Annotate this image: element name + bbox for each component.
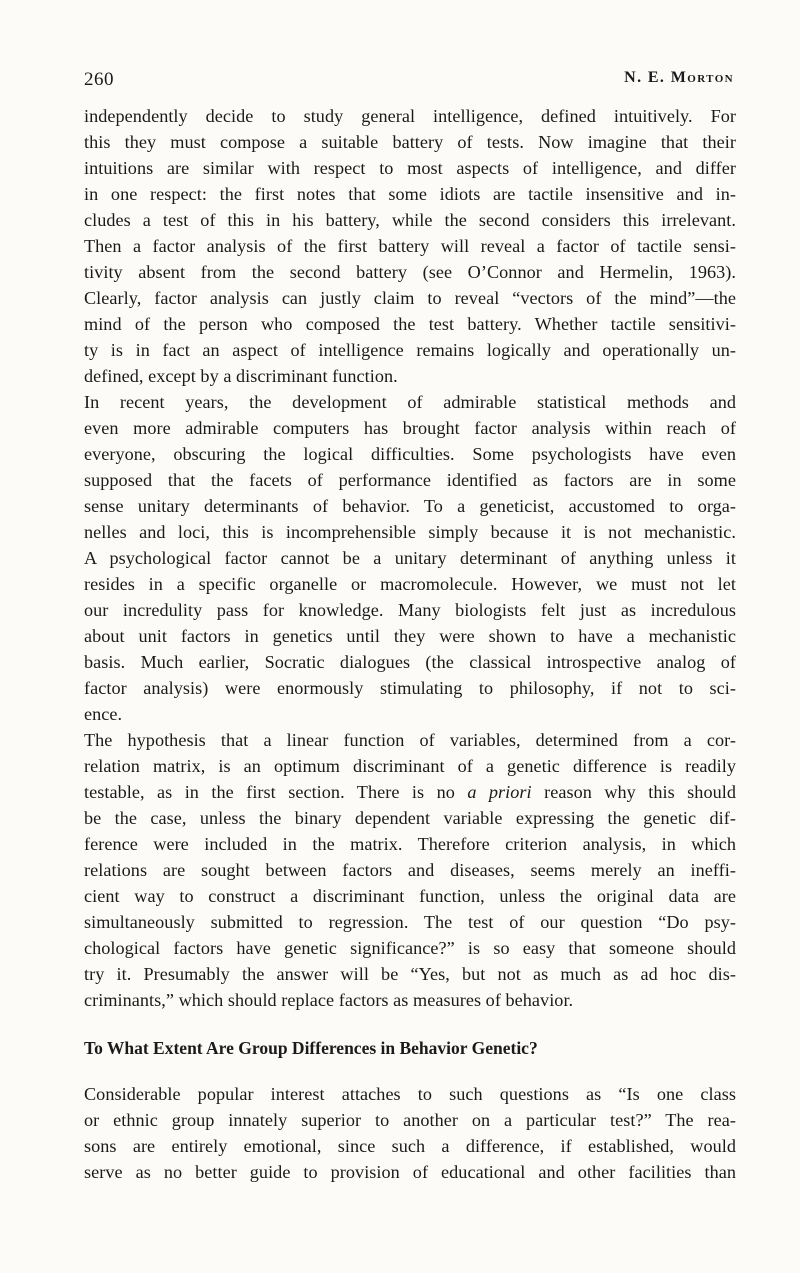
page-number: 260	[84, 69, 114, 90]
text-line: intuitions are similar with respect to most aspects of intelligence, and differ	[84, 158, 736, 178]
text-line: A psychological factor cannot be a unitary determinant of anything unless it	[84, 548, 736, 568]
text-line: relations are sought between factors and diseases, seems merely an ineffi-	[84, 860, 736, 880]
text-line: relation matrix, is an optimum discriminant of a genetic difference is readily	[84, 756, 736, 776]
text-line: The hypothesis that a linear function of variables, determined from a cor-	[84, 730, 736, 750]
text-line: chological factors have genetic significance?” is so easy that someone should	[84, 938, 736, 958]
text-line: nelles and loci, this is incomprehensible simply because it is not mechanistic.	[84, 522, 736, 542]
text-line: sense unitary determinants of behavior. To a geneticist, accustomed to orga-	[84, 496, 736, 516]
text-line: even more admirable computers has brought factor analysis within reach of	[84, 418, 736, 438]
text-line: mind of the person who composed the test battery. Whether tactile sensitivi-	[84, 314, 736, 334]
text-line: criminants,” which should replace factors as measures of behavior.	[84, 990, 574, 1010]
text-line: our incredulity pass for knowledge. Many biologists felt just as incredulous	[84, 600, 736, 620]
text-line	[84, 779, 736, 805]
text-line: cludes a test of this in his battery, while the second considers this irrelevant.	[84, 210, 736, 230]
text-line: serve as no better guide to provision of educational and other facilities than	[84, 1162, 736, 1182]
text-line: In recent years, the development of admirable statistical methods and	[84, 392, 736, 412]
paragraph-4	[84, 1081, 736, 1185]
spacer	[84, 1013, 736, 1035]
spacer	[84, 1061, 736, 1081]
text-line: everyone, obscuring the logical difficulties. Some psychologists have even	[84, 444, 736, 464]
text-line: supposed that the facets of performance identified as factors are in some	[84, 470, 736, 490]
text-line: this they must compose a suitable battery of tests. Now imagine that their	[84, 132, 736, 152]
paragraph-3	[84, 727, 736, 1013]
text-line: simultaneously submitted to regression. The test of our question “Do psy-	[84, 912, 736, 932]
text-line: about unit factors in genetics until they were shown to have a mechanistic	[84, 626, 736, 646]
paragraph-1	[84, 103, 736, 389]
text-line: basis. Much earlier, Socratic dialogues (the classical introspective analog of	[84, 652, 736, 672]
text-line: sons are entirely emotional, since such a difference, if established, would	[84, 1136, 736, 1156]
section-heading: To What Extent Are Group Differences in Behavior Genetic?	[84, 1038, 538, 1058]
running-head	[84, 69, 734, 97]
text-line: Then a factor analysis of the first battery will reveal a factor of tactile sensi-	[84, 236, 736, 256]
text-line: be the case, unless the binary dependent variable expressing the genetic dif-	[84, 808, 736, 828]
text-line: ence.	[84, 704, 123, 724]
paragraph-2	[84, 389, 736, 727]
text-line: factor analysis) were enormously stimulating to philosophy, if not to sci-	[84, 678, 736, 698]
text-line: resides in a specific organelle or macromolecule. However, we must not let	[84, 574, 736, 594]
text-line: defined, except by a discriminant function.	[84, 366, 398, 386]
text-line: try it. Presumably the answer will be “Yes, but not as much as ad hoc dis-	[84, 964, 736, 984]
italic-phrase: a priori	[467, 782, 532, 802]
text-run: testable, as in the first section. There is no	[84, 782, 468, 802]
text-line: Clearly, factor analysis can justly claim to reveal “vectors of the mind”—the	[84, 288, 736, 308]
text-line: Considerable popular interest attaches to such questions as “Is one class	[84, 1084, 736, 1104]
text-run: reason why this should	[531, 782, 736, 802]
text-line: independently decide to study general intelligence, defined intuitively. For	[84, 106, 736, 126]
text-line: in one respect: the first notes that some idiots are tactile insensitive and in-	[84, 184, 736, 204]
running-head-author: N. E. Morton	[624, 69, 734, 86]
text-line: tivity absent from the second battery (see O’Connor and Hermelin, 1963).	[84, 262, 736, 282]
text-line: ference were included in the matrix. Therefore criterion analysis, in which	[84, 834, 736, 854]
body-text	[84, 103, 736, 1185]
text-line: or ethnic group innately superior to another on a particular test?” The rea-	[84, 1110, 736, 1130]
text-line: ty is in fact an aspect of intelligence remains logically and operationally un-	[84, 340, 736, 360]
text-line: cient way to construct a discriminant function, unless the original data are	[84, 886, 736, 906]
